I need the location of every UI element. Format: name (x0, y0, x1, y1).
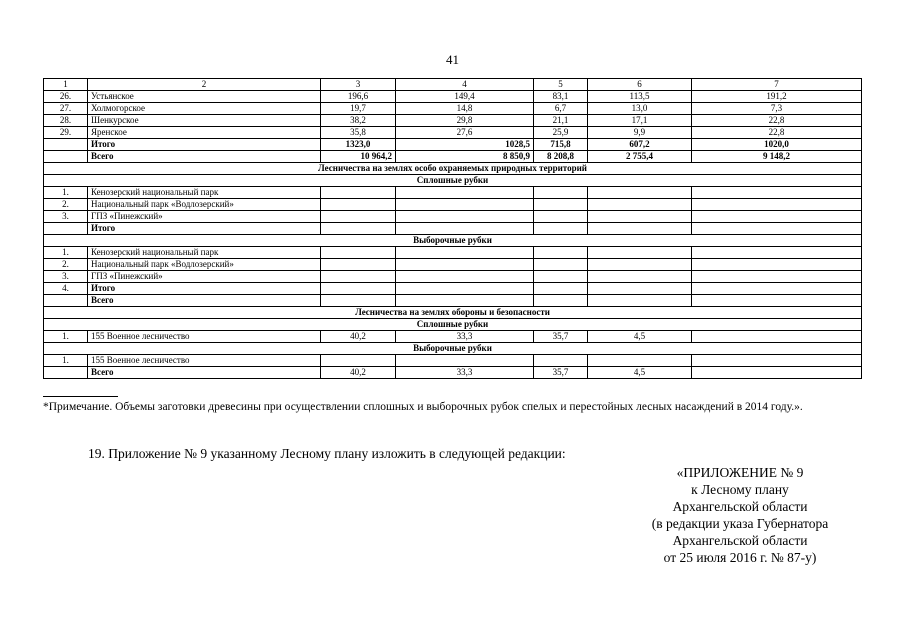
cell-value: 35,8 (321, 127, 396, 139)
cell-value: 196,6 (321, 91, 396, 103)
col-number: 1 (44, 79, 88, 91)
table-row (44, 331, 862, 343)
itogo-row (44, 139, 862, 151)
subsection-header-row (44, 235, 862, 247)
col-number: 5 (534, 79, 588, 91)
table-row (44, 127, 862, 139)
vsego-label: Всего (88, 295, 321, 307)
forestry-name: Устьянское (88, 91, 321, 103)
col-number: 6 (588, 79, 692, 91)
cell-value: 4,5 (588, 367, 692, 379)
table-row (44, 115, 862, 127)
section-header-row (44, 307, 862, 319)
cell-value: 25,9 (534, 127, 588, 139)
vsego-row (44, 151, 862, 163)
cell-value: 27,6 (396, 127, 534, 139)
col-number: 2 (88, 79, 321, 91)
section-header-row (44, 163, 862, 175)
appendix-line: «ПРИЛОЖЕНИЕ № 9 (676, 465, 804, 480)
forestry-name: Шенкурское (88, 115, 321, 127)
cell-value: 8 850,9 (396, 151, 534, 163)
cell-value: 4,5 (588, 331, 692, 343)
subsection-header-row (44, 319, 862, 331)
row-number: 3. (44, 211, 88, 223)
cell-value: 35,7 (534, 331, 588, 343)
table-row (44, 199, 862, 211)
cell-value: 6,7 (534, 103, 588, 115)
cell-value: 9 148,2 (692, 151, 862, 163)
cell-value: 13,0 (588, 103, 692, 115)
forestry-name: Кенозерский национальный парк (88, 247, 321, 259)
forestry-name: ГПЗ «Пинежский» (88, 271, 321, 283)
cell-value: 1020,0 (692, 139, 862, 151)
forestry-name: 155 Военное лесничество (88, 355, 321, 367)
cell-value: 33,3 (396, 331, 534, 343)
cell-value: 9,9 (588, 127, 692, 139)
cell-value: 14,8 (396, 103, 534, 115)
header-number-row (44, 79, 862, 91)
subsection-header-row (44, 343, 862, 355)
cell-value: 7,3 (692, 103, 862, 115)
table-row (44, 103, 862, 115)
forestry-name: ГПЗ «Пинежский» (88, 211, 321, 223)
row-number: 3. (44, 271, 88, 283)
row-number: 27. (44, 103, 88, 115)
table-row (44, 271, 862, 283)
subsection-title: Сплошные рубки (44, 175, 862, 187)
vsego-label: Всего (88, 367, 321, 379)
row-number: 4. (44, 283, 88, 295)
subsection-title: Сплошные рубки (44, 319, 862, 331)
row-number: 1. (44, 187, 88, 199)
cell-value: 22,8 (692, 127, 862, 139)
appendix-line: Архангельской области (672, 499, 808, 514)
itogo-row (44, 223, 862, 235)
col-number: 3 (321, 79, 396, 91)
itogo-row (44, 283, 862, 295)
appendix-line: Архангельской области (672, 533, 808, 548)
cell-value: 607,2 (588, 139, 692, 151)
forestry-name: Яренское (88, 127, 321, 139)
vsego-row (44, 367, 862, 379)
section-title: Лесничества на землях особо охраняемых природных территорий (44, 163, 862, 175)
forestry-name: 155 Военное лесничество (88, 331, 321, 343)
cell-value: 33,3 (396, 367, 534, 379)
cell-value: 149,4 (396, 91, 534, 103)
table-row (44, 211, 862, 223)
cell-value: 10 964,2 (321, 151, 396, 163)
appendix-line: от 25 июля 2016 г. № 87-у) (663, 550, 817, 565)
itogo-label: Итого (88, 139, 321, 151)
section-title: Лесничества на землях обороны и безопасности (44, 307, 862, 319)
itogo-label: Итого (88, 223, 321, 235)
footnote: *Примечание. Объемы заготовки древесины при осуществлении сплошных и выборочных рубок спелых и перестойных лесных насаждений в 2014 году.». (43, 401, 803, 413)
forestry-name: Национальный парк «Водлозерский» (88, 199, 321, 211)
cell-value: 40,2 (321, 331, 396, 343)
table-row (44, 259, 862, 271)
row-number: 2. (44, 199, 88, 211)
vsego-label: Всего (88, 151, 321, 163)
col-number: 4 (396, 79, 534, 91)
subsection-header-row (44, 175, 862, 187)
forestry-name: Кенозерский национальный парк (88, 187, 321, 199)
footnote-separator (43, 396, 118, 397)
cell-value: 29,8 (396, 115, 534, 127)
table-row (44, 247, 862, 259)
row-number: 2. (44, 259, 88, 271)
row-number: 26. (44, 91, 88, 103)
appendix-line: (в редакции указа Губернатора (651, 516, 829, 531)
cell-value: 17,1 (588, 115, 692, 127)
page-number: 41 (446, 52, 459, 67)
cell-value: 8 208,8 (534, 151, 588, 163)
amendment-paragraph: 19. Приложение № 9 указанному Лесному плану изложить в следующей редакции: (88, 446, 566, 461)
cell-value: 38,2 (321, 115, 396, 127)
cell-value: 2 755,4 (588, 151, 692, 163)
appendix-heading (620, 464, 860, 566)
cell-value: 21,1 (534, 115, 588, 127)
subsection-title: Выборочные рубки (44, 343, 862, 355)
appendix-line: к Лесному плану (691, 482, 789, 497)
row-number: 1. (44, 331, 88, 343)
row-number: 29. (44, 127, 88, 139)
col-number: 7 (692, 79, 862, 91)
cell-value: 83,1 (534, 91, 588, 103)
subsection-title: Выборочные рубки (44, 235, 862, 247)
row-number: 1. (44, 355, 88, 367)
row-number: 28. (44, 115, 88, 127)
table-row (44, 355, 862, 367)
cell-value: 715,8 (534, 139, 588, 151)
cell-value: 1323,0 (321, 139, 396, 151)
table-row (44, 91, 862, 103)
cell-value: 35,7 (534, 367, 588, 379)
logging-volume-table (43, 78, 862, 379)
cell-value: 113,5 (588, 91, 692, 103)
cell-value: 22,8 (692, 115, 862, 127)
row-number: 1. (44, 247, 88, 259)
itogo-label: Итого (88, 283, 321, 295)
table-row (44, 187, 862, 199)
forestry-name: Национальный парк «Водлозерский» (88, 259, 321, 271)
vsego-row (44, 295, 862, 307)
cell-value: 40,2 (321, 367, 396, 379)
cell-value: 19,7 (321, 103, 396, 115)
cell-value: 1028,5 (396, 139, 534, 151)
cell-value: 191,2 (692, 91, 862, 103)
forestry-name: Холмогорское (88, 103, 321, 115)
